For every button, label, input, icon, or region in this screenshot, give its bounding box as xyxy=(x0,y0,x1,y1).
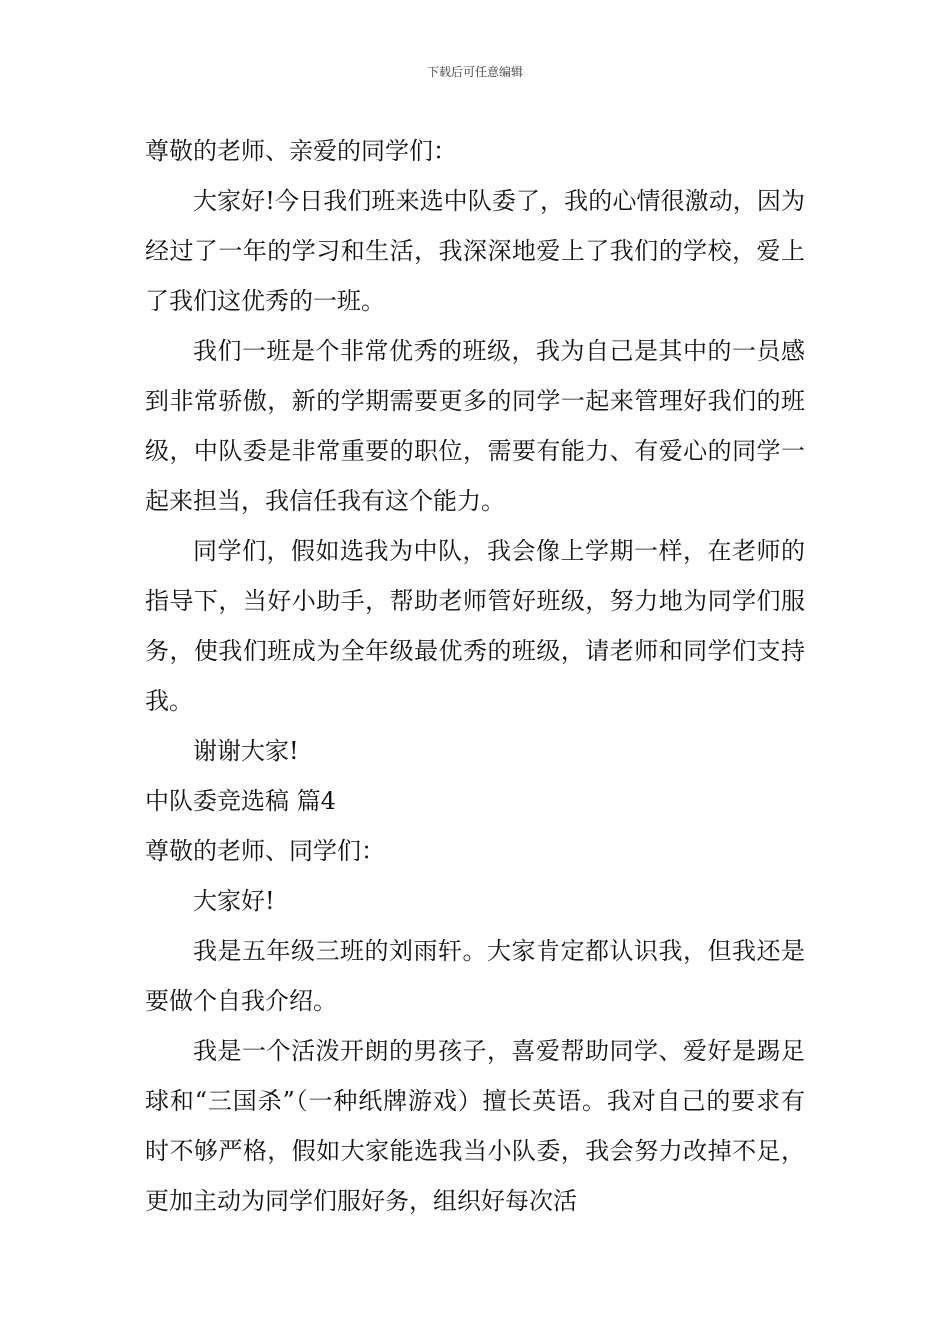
hello-line: 大家好! xyxy=(193,887,275,915)
paragraph: 我是五年级三班的刘雨轩。大家肯定都认识我，但我还是要做个自我介绍。 xyxy=(145,937,805,1015)
thanks-line: 谢谢大家! xyxy=(193,737,299,765)
greeting-line: 尊敬的老师、亲爱的同学们： xyxy=(145,137,457,165)
header-note: 下载后可任意编辑 xyxy=(426,65,523,79)
document-body xyxy=(145,126,805,1226)
greeting-line: 尊敬的老师、同学们： xyxy=(145,837,385,865)
paragraph: 同学们，假如选我为中队，我会像上学期一样，在老师的指导下，当好小助手，帮助老师管好班级，努力地为同学们服务，使我们班成为全年级最优秀的班级，请老师和同学们支持我。 xyxy=(145,537,805,715)
paragraph: 我是一个活泼开朗的男孩子，喜爱帮助同学、爱好是踢足球和“三国杀”（一种纸牌游戏）擅长英语。我对自己的要求有时不够严格，假如大家能选我当小队委，我会努力改掉不足，更加主动为同学们服好务，组织好每次活 xyxy=(145,1037,805,1215)
section-title: 中队委竞选稿 篇4 xyxy=(145,787,336,815)
paragraph: 我们一班是个非常优秀的班级，我为自己是其中的一员感到非常骄傲，新的学期需要更多的同学一起来管理好我们的班级，中队委是非常重要的职位，需要有能力、有爱心的同学一起来担当，我信任我有这个能力。 xyxy=(145,337,805,515)
paragraph: 大家好!今日我们班来选中队委了，我的心情很激动，因为经过了一年的学习和生活，我深深地爱上了我们的学校，爱上了我们这优秀的一班。 xyxy=(145,187,805,315)
